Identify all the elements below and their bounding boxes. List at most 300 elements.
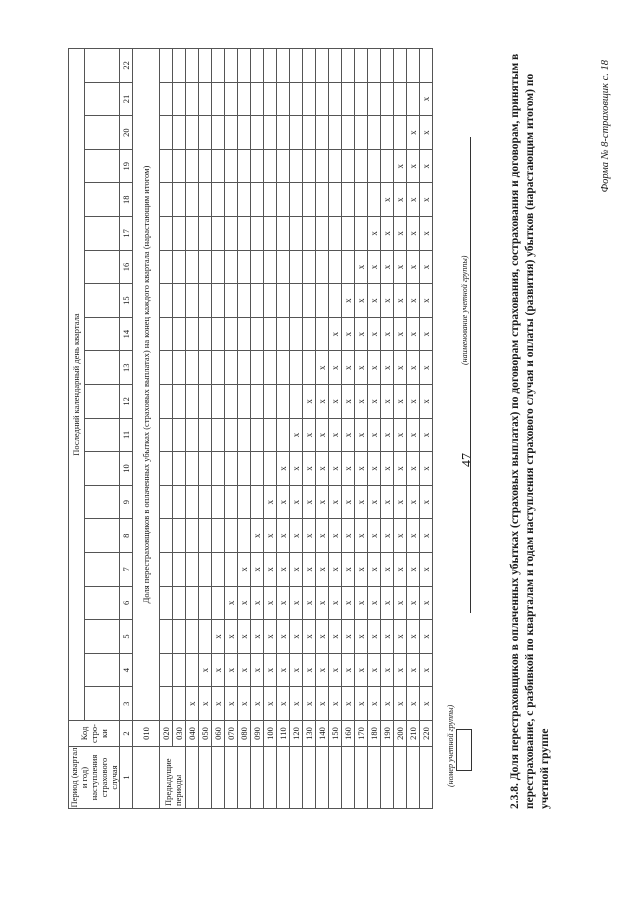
value-cell [394, 49, 407, 83]
value-cell [199, 452, 212, 486]
period-cell [225, 747, 238, 809]
value-cell [173, 149, 186, 183]
column-number: 13 [120, 351, 133, 385]
value-cell: x [381, 452, 394, 486]
value-cell [199, 519, 212, 553]
date-cell [84, 82, 119, 116]
value-cell [264, 149, 277, 183]
value-cell [238, 183, 251, 217]
value-cell [238, 519, 251, 553]
value-cell [186, 250, 199, 284]
value-cell: x [381, 687, 394, 721]
value-cell [173, 317, 186, 351]
table-row [329, 49, 342, 809]
table-row [251, 49, 264, 809]
value-cell: x [342, 485, 355, 519]
value-cell [212, 82, 225, 116]
value-cell [199, 217, 212, 251]
value-cell [160, 116, 173, 150]
value-cell: x [225, 653, 238, 687]
value-cell [329, 183, 342, 217]
value-cell [277, 49, 290, 83]
value-cell: x [368, 519, 381, 553]
value-cell: x [329, 452, 342, 486]
value-cell: x [316, 687, 329, 721]
value-cell [160, 82, 173, 116]
row-code: 160 [342, 721, 355, 747]
value-cell [160, 284, 173, 318]
value-cell: x [394, 553, 407, 587]
value-cell: x [329, 317, 342, 351]
date-cell [84, 553, 119, 587]
table-row [186, 49, 199, 809]
value-cell: x [290, 553, 303, 587]
value-cell [368, 49, 381, 83]
value-cell: x [420, 385, 433, 419]
value-cell [238, 351, 251, 385]
value-cell [186, 418, 199, 452]
value-cell [277, 317, 290, 351]
value-cell: x [342, 519, 355, 553]
value-cell: x [394, 250, 407, 284]
period-cell [381, 747, 394, 809]
value-cell [238, 49, 251, 83]
table-row [355, 49, 368, 809]
value-cell: x [394, 452, 407, 486]
value-cell: x [303, 519, 316, 553]
value-cell [238, 149, 251, 183]
value-cell [303, 217, 316, 251]
value-cell: x [368, 653, 381, 687]
row-code: 150 [329, 721, 342, 747]
page-number: 47 [460, 453, 475, 467]
value-cell: x [394, 317, 407, 351]
column-number: 5 [120, 620, 133, 654]
period-cell [394, 747, 407, 809]
value-cell [342, 49, 355, 83]
value-cell [160, 317, 173, 351]
value-cell [303, 116, 316, 150]
value-cell [238, 82, 251, 116]
value-cell [173, 116, 186, 150]
value-cell: x [394, 485, 407, 519]
value-cell [225, 183, 238, 217]
value-cell: x [264, 586, 277, 620]
value-cell: x [407, 653, 420, 687]
value-cell: x [316, 452, 329, 486]
table-row [133, 49, 160, 809]
value-cell: x [355, 586, 368, 620]
value-cell [212, 452, 225, 486]
value-cell: x [407, 217, 420, 251]
column-number: 17 [120, 217, 133, 251]
column-number: 7 [120, 553, 133, 587]
value-cell [264, 418, 277, 452]
value-cell [368, 149, 381, 183]
value-cell [264, 49, 277, 83]
value-cell [173, 217, 186, 251]
value-cell [173, 250, 186, 284]
value-cell: x [420, 418, 433, 452]
period-cell [251, 747, 264, 809]
form-reference: Форма № 8-страховщик с. 18 [600, 60, 611, 193]
period-cell [316, 747, 329, 809]
value-cell [329, 82, 342, 116]
value-cell [186, 351, 199, 385]
value-cell [251, 452, 264, 486]
value-cell [173, 519, 186, 553]
value-cell [251, 317, 264, 351]
value-cell: x [251, 620, 264, 654]
value-cell [251, 351, 264, 385]
value-cell: x [420, 284, 433, 318]
header-row [69, 49, 85, 809]
value-cell [199, 620, 212, 654]
value-cell [173, 553, 186, 587]
value-cell [251, 116, 264, 150]
value-cell: x [316, 418, 329, 452]
value-cell: x [329, 485, 342, 519]
value-cell: x [316, 485, 329, 519]
value-cell [264, 351, 277, 385]
value-cell [160, 149, 173, 183]
value-cell [225, 452, 238, 486]
value-cell: x [420, 116, 433, 150]
value-cell: x [368, 217, 381, 251]
value-cell: x [290, 485, 303, 519]
table-row [238, 49, 251, 809]
value-cell [199, 317, 212, 351]
column-number: 1 [120, 747, 133, 809]
value-cell [381, 116, 394, 150]
value-cell [225, 485, 238, 519]
column-number-row [120, 49, 133, 809]
value-cell: x [212, 620, 225, 654]
value-cell: x [277, 485, 290, 519]
reinsurer-share-header: Доля перестраховщиков в оплаченных убытках (страховых выплатах) на конец каждого квартала (нарастающим итогом) [133, 49, 160, 721]
period-cell [212, 747, 225, 809]
value-cell [186, 317, 199, 351]
value-cell [355, 149, 368, 183]
value-cell [160, 519, 173, 553]
value-cell: x [303, 553, 316, 587]
value-cell: x [329, 418, 342, 452]
value-cell [290, 49, 303, 83]
value-cell [186, 49, 199, 83]
value-cell [329, 49, 342, 83]
value-cell: x [212, 653, 225, 687]
value-cell: x [394, 687, 407, 721]
value-cell [342, 217, 355, 251]
value-cell: x [303, 485, 316, 519]
value-cell: x [277, 586, 290, 620]
value-cell: x [407, 284, 420, 318]
row-code: 140 [316, 721, 329, 747]
value-cell: x [251, 586, 264, 620]
value-cell [238, 485, 251, 519]
table-row [420, 49, 433, 809]
date-cell [84, 485, 119, 519]
value-cell [199, 82, 212, 116]
value-cell [238, 452, 251, 486]
value-cell: x [407, 485, 420, 519]
value-cell [173, 284, 186, 318]
value-cell: x [238, 586, 251, 620]
table-row [199, 49, 212, 809]
value-cell [173, 653, 186, 687]
value-cell: x [420, 553, 433, 587]
column-number: 8 [120, 519, 133, 553]
value-cell: x [290, 687, 303, 721]
value-cell: x [303, 586, 316, 620]
table-row [264, 49, 277, 809]
value-cell: x [186, 687, 199, 721]
value-cell [173, 418, 186, 452]
value-cell [212, 284, 225, 318]
value-cell [277, 351, 290, 385]
quarter-end-header: Последний календарный день квартала [69, 49, 85, 721]
column-number: 2 [120, 721, 133, 747]
value-cell [355, 82, 368, 116]
value-cell: x [342, 385, 355, 419]
value-cell [212, 351, 225, 385]
value-cell [251, 485, 264, 519]
value-cell [160, 553, 173, 587]
row-code: 080 [238, 721, 251, 747]
value-cell: x [355, 284, 368, 318]
value-cell [212, 317, 225, 351]
row-code: 030 [173, 721, 186, 747]
value-cell: x [329, 653, 342, 687]
value-cell [277, 284, 290, 318]
column-number: 22 [120, 49, 133, 83]
value-cell [264, 385, 277, 419]
value-cell [225, 351, 238, 385]
value-cell [186, 586, 199, 620]
value-cell: x [212, 687, 225, 721]
value-cell: x [420, 485, 433, 519]
value-cell: x [381, 653, 394, 687]
value-cell [160, 217, 173, 251]
value-cell: x [368, 418, 381, 452]
value-cell [160, 620, 173, 654]
value-cell [186, 284, 199, 318]
value-cell: x [342, 553, 355, 587]
date-cell [84, 452, 119, 486]
value-cell [212, 385, 225, 419]
period-cell [199, 747, 212, 809]
table-row [173, 49, 186, 809]
value-cell [251, 250, 264, 284]
table-row [303, 49, 316, 809]
value-cell: x [381, 351, 394, 385]
value-cell: x [342, 418, 355, 452]
value-cell [212, 116, 225, 150]
value-cell [199, 385, 212, 419]
value-cell [212, 250, 225, 284]
value-cell: x [277, 452, 290, 486]
date-cell [84, 217, 119, 251]
value-cell [277, 183, 290, 217]
row-code: 060 [212, 721, 225, 747]
value-cell: x [290, 519, 303, 553]
value-cell: x [355, 351, 368, 385]
date-cell [84, 418, 119, 452]
value-cell: x [394, 217, 407, 251]
date-row [84, 49, 119, 809]
value-cell: x [277, 620, 290, 654]
value-cell [225, 553, 238, 587]
value-cell: x [368, 250, 381, 284]
group-code-box [456, 729, 472, 771]
value-cell [290, 284, 303, 318]
table-row [160, 49, 173, 809]
period-cell [407, 747, 420, 809]
value-cell [186, 149, 199, 183]
value-cell [199, 116, 212, 150]
row-code: 170 [355, 721, 368, 747]
table-row [225, 49, 238, 809]
value-cell: x [394, 385, 407, 419]
group-code-caption: (номер учетной группы) [446, 704, 455, 787]
period-cell [303, 747, 316, 809]
value-cell: x [290, 620, 303, 654]
value-cell: x [368, 620, 381, 654]
value-cell: x [355, 687, 368, 721]
period-cell [355, 747, 368, 809]
value-cell [316, 217, 329, 251]
value-cell: x [407, 351, 420, 385]
value-cell: x [355, 250, 368, 284]
column-number: 19 [120, 149, 133, 183]
value-cell [160, 586, 173, 620]
value-cell: x [290, 452, 303, 486]
value-cell [303, 82, 316, 116]
value-cell [212, 519, 225, 553]
value-cell [212, 553, 225, 587]
value-cell: x [316, 385, 329, 419]
date-cell [84, 116, 119, 150]
value-cell: x [368, 317, 381, 351]
value-cell [225, 116, 238, 150]
value-cell: x [303, 653, 316, 687]
value-cell: x [264, 519, 277, 553]
value-cell [173, 183, 186, 217]
value-cell [316, 183, 329, 217]
value-cell: x [264, 653, 277, 687]
value-cell [394, 116, 407, 150]
value-cell: x [407, 250, 420, 284]
value-cell: x [329, 385, 342, 419]
value-cell: x [394, 351, 407, 385]
value-cell [264, 183, 277, 217]
value-cell [407, 49, 420, 83]
value-cell: x [420, 82, 433, 116]
value-cell [381, 82, 394, 116]
value-cell: x [407, 553, 420, 587]
value-cell [199, 49, 212, 83]
value-cell: x [381, 519, 394, 553]
row-code: 210 [407, 721, 420, 747]
date-cell [84, 385, 119, 419]
value-cell: x [238, 653, 251, 687]
column-number: 20 [120, 116, 133, 150]
value-cell: x [342, 317, 355, 351]
value-cell: x [316, 351, 329, 385]
value-cell [173, 351, 186, 385]
group-name-caption: (наименование учетной группы) [460, 255, 469, 365]
value-cell: x [355, 452, 368, 486]
date-cell [84, 351, 119, 385]
value-cell [316, 82, 329, 116]
value-cell [303, 284, 316, 318]
period-header: Период (квартал и год) наступления страхового случая [69, 747, 119, 808]
value-cell [355, 116, 368, 150]
value-cell: x [342, 351, 355, 385]
value-cell: x [407, 317, 420, 351]
value-cell [186, 385, 199, 419]
value-cell: x [394, 620, 407, 654]
value-cell [225, 418, 238, 452]
value-cell: x [303, 687, 316, 721]
value-cell [290, 317, 303, 351]
value-cell [316, 250, 329, 284]
period-cell [420, 747, 433, 809]
value-cell: x [368, 284, 381, 318]
date-cell [84, 317, 119, 351]
value-cell: x [329, 519, 342, 553]
period-cell [264, 747, 277, 809]
value-cell [225, 217, 238, 251]
value-cell [264, 116, 277, 150]
section-title: 2.3.8. Доля перестраховщиков в оплаченных убытках (страховых выплатах) по договорам страхования, сострахования и договорам, принятым в перестрахование, с разбивкой по кварталам и годам наступления страхового случая и оплаты (развития) убытков (нарастающим итогом) по учетной группе [509, 53, 551, 809]
value-cell: x [407, 149, 420, 183]
date-cell [84, 49, 119, 83]
value-cell: x [238, 553, 251, 587]
value-cell [394, 82, 407, 116]
value-cell [342, 149, 355, 183]
value-cell: x [394, 183, 407, 217]
value-cell [160, 351, 173, 385]
value-cell [251, 183, 264, 217]
value-cell [199, 149, 212, 183]
value-cell [225, 284, 238, 318]
column-number: 11 [120, 418, 133, 452]
value-cell: x [355, 653, 368, 687]
value-cell: x [420, 217, 433, 251]
value-cell [342, 250, 355, 284]
value-cell [173, 485, 186, 519]
value-cell: x [381, 284, 394, 318]
value-cell: x [290, 653, 303, 687]
value-cell [212, 49, 225, 83]
table-row [212, 49, 225, 809]
value-cell: x [355, 385, 368, 419]
value-cell [316, 49, 329, 83]
value-cell [290, 217, 303, 251]
value-cell: x [199, 687, 212, 721]
value-cell [303, 351, 316, 385]
value-cell: x [329, 586, 342, 620]
value-cell: x [420, 317, 433, 351]
table-row [407, 49, 420, 809]
value-cell [264, 250, 277, 284]
value-cell [264, 317, 277, 351]
value-cell: x [420, 149, 433, 183]
value-cell: x [264, 687, 277, 721]
value-cell: x [277, 687, 290, 721]
value-cell: x [368, 485, 381, 519]
